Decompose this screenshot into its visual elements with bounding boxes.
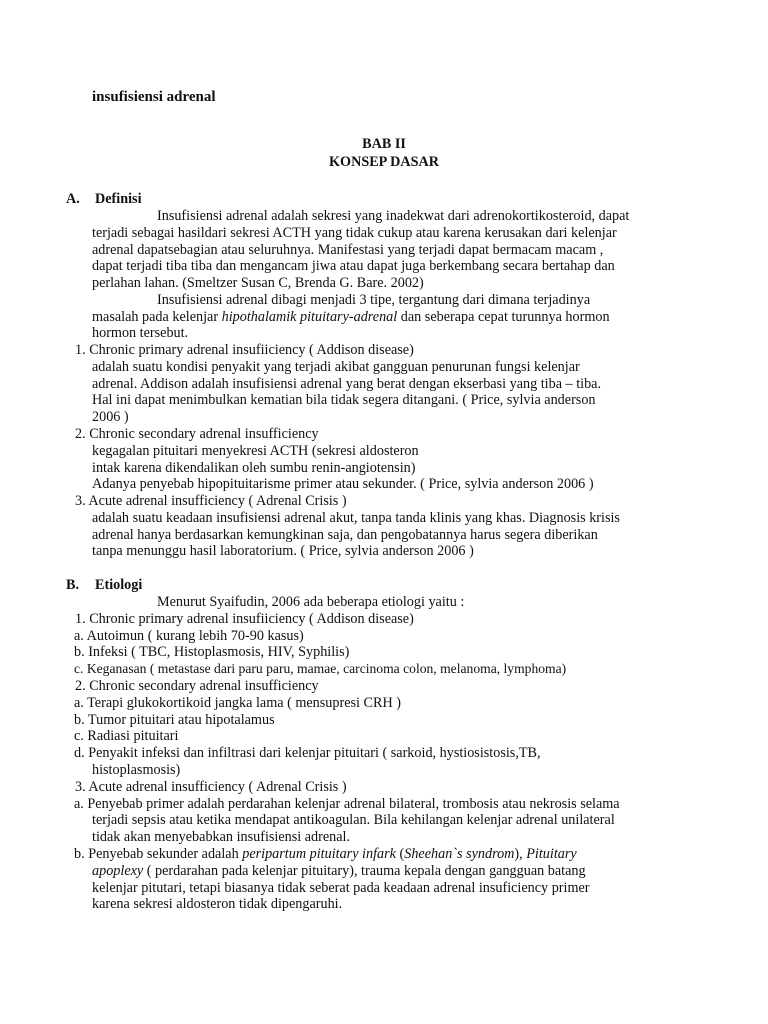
type-1-body-line: adalah suatu kondisi penyakit yang terjadi akibat gangguan penurunan fungsi kelenjar (92, 359, 580, 375)
type-3-body-line: tanpa menunggu hasil laboratorium. ( Price, sylvia anderson 2006 ) (92, 543, 474, 559)
etiologi-item-b-line: kelenjar pitutari, tetapi biasanya tidak seberat pada keadaan adrenal insuficiency primer (92, 880, 590, 896)
etiologi-list-item: b. Infeksi ( TBC, Histoplasmosis, HIV, Syphilis) (74, 644, 350, 660)
etiologi-item-a-line: a. Penyebab primer adalah perdarahan kelenjar adrenal bilateral, trombosis atau nekrosis selama (74, 796, 620, 812)
definisi-paragraph-line: adrenal dapatsebagian atau seluruhnya. Manifestasi yang terjadi dapat bermacam macam , (92, 242, 604, 258)
section-b-heading: Etiologi (95, 577, 143, 593)
type-3-title: 3. Acute adrenal insufficiency ( Adrenal Crisis ) (75, 493, 347, 509)
definisi-paragraph-line: Insufisiensi adrenal adalah sekresi yang inadekwat dari adrenokortikosteroid, dapat (157, 208, 630, 224)
type-1-body-line: Hal ini dapat menimbulkan kematian bila tidak segera ditangani. ( Price, sylvia anderson (92, 392, 596, 408)
etiologi-item-a-line: tidak akan menyebabkan insufisiensi adrenal. (92, 829, 351, 845)
type-3-body-line: adrenal hanya berdasarkan kemungkinan saja, dan pengobatannya harus segera diberikan (92, 527, 598, 543)
type-3-body-line: adalah suatu keadaan insufisiensi adrenal akut, tanpa tanda klinis yang khas. Diagnosis krisis (92, 510, 620, 526)
etiologi-type-1-title: 1. Chronic primary adrenal insufiiciency ( Addison disease) (75, 611, 414, 627)
etiologi-item-b-line (74, 846, 577, 863)
definisi-paragraph-line: dapat terjadi tiba tiba dan mengancam jiwa atau dapat juga berkembang secara bertahap dan (92, 258, 615, 274)
type-1-body-line: 2006 ) (92, 409, 129, 425)
etiologi-item-b-line (92, 863, 586, 880)
definisi-paragraph-line: terjadi sebagai hasildari sekresi ACTH yang tidak cukup atau karena kerusakan dari kelenjar (92, 225, 617, 241)
text-run: masalah pada kelenjar (92, 309, 222, 325)
type-2-body-line: kegagalan pituitari menyekresi ACTH (sekresi aldosteron (92, 443, 419, 459)
section-a-heading: Definisi (95, 191, 142, 207)
etiologi-intro: Menurut Syaifudin, 2006 ada beberapa etiologi yaitu : (157, 594, 465, 610)
etiologi-item-a-line: terjadi sepsis atau ketika mendapat antikoagulan. Bila kehilangan kelenjar adrenal unilateral (92, 812, 615, 828)
italic-term: Sheehan`s syndrom (404, 846, 515, 862)
types-paragraph-line: Insufisiensi adrenal dibagi menjadi 3 tipe, tergantung dari dimana terjadinya (157, 292, 591, 308)
etiologi-list-item-cont: histoplasmosis) (92, 762, 181, 778)
etiologi-list-item: c. Keganasan ( metastase dari paru paru, mamae, carcinoma colon, melanoma, lymphoma) (74, 661, 567, 676)
etiologi-list-item: d. Penyakit infeksi dan infiltrasi dari kelenjar pituitari ( sarkoid, hystiosistosis,TB, (74, 745, 541, 761)
etiologi-list-item: b. Tumor pituitari atau hipotalamus (74, 712, 275, 728)
type-1-body-line: adrenal. Addison adalah insufisiensi adrenal yang berat dengan ekserbasi yang tiba – tiba. (92, 376, 602, 392)
type-2-body-line: Adanya penyebab hipopituitarisme primer atau sekunder. ( Price, sylvia anderson 2006 ) (92, 476, 594, 492)
etiologi-type-2-title: 2. Chronic secondary adrenal insufficiency (75, 678, 319, 694)
etiologi-list-item: c. Radiasi pituitari (74, 728, 179, 744)
document-title: insufisiensi adrenal (92, 89, 216, 105)
type-2-title: 2. Chronic secondary adrenal insufficiency (75, 426, 319, 442)
etiologi-item-b-line: karena sekresi aldosteron tidak dipengaruhi. (92, 896, 343, 912)
text-run: ( (395, 846, 405, 862)
chapter-title: KONSEP DASAR (329, 154, 439, 170)
section-b-letter: B. (66, 577, 80, 593)
etiologi-type-3-title: 3. Acute adrenal insufficiency ( Adrenal Crisis ) (75, 779, 347, 795)
etiologi-list-item: a. Terapi glukokortikoid jangka lama ( mensupresi CRH ) (74, 695, 401, 711)
types-paragraph-line (92, 309, 610, 326)
text-run: b. Penyebab sekunder adalah (74, 846, 243, 862)
text-run: ( perdarahan pada kelenjar pituitary), trauma kepala dengan gangguan batang (143, 863, 586, 879)
italic-term: apoplexy (92, 863, 144, 879)
type-2-body-line: intak karena dikendalikan oleh sumbu renin-angiotensin) (92, 460, 416, 476)
definisi-paragraph-line: perlahan lahan. (Smeltzer Susan C, Brenda G. Bare. 2002) (92, 275, 424, 291)
chapter-label: BAB II (362, 136, 406, 152)
section-a-letter: A. (66, 191, 80, 207)
italic-term: peripartum pituitary infark (242, 846, 396, 862)
italic-term: Pituitary (526, 846, 577, 862)
types-paragraph-line: hormon tersebut. (92, 325, 189, 341)
text-run: ), (514, 846, 527, 862)
type-1-title: 1. Chronic primary adrenal insufiiciency ( Addison disease) (75, 342, 414, 358)
italic-term: hipothalamik pituitary-adrenal (221, 309, 398, 325)
etiologi-list-item: a. Autoimun ( kurang lebih 70-90 kasus) (74, 628, 304, 644)
text-run: dan seberapa cepat turunnya hormon (397, 309, 610, 325)
